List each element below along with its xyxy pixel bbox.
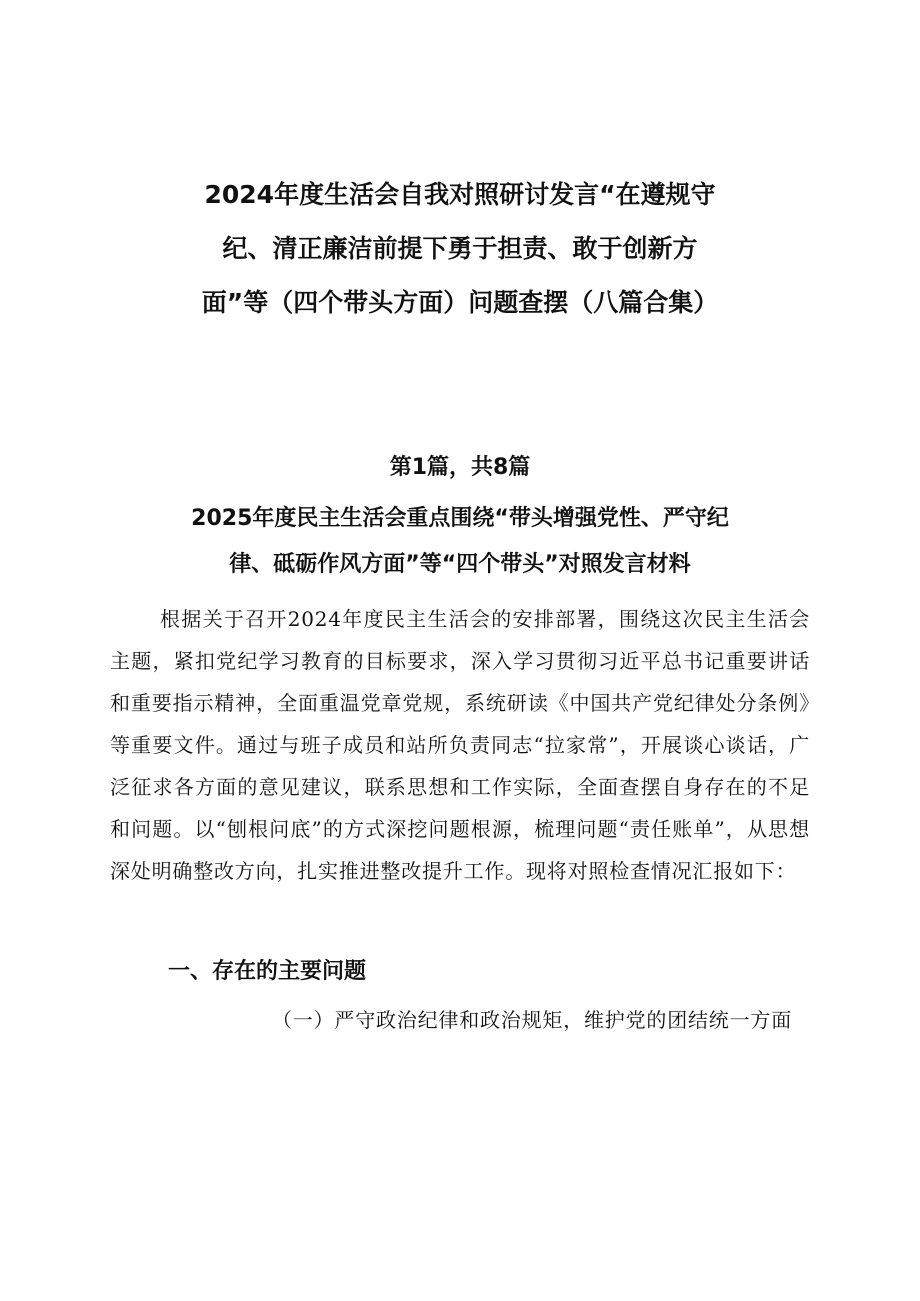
document-title: 2025年度民主生活会重点围绕“带头增强党性、严守纪律、砥砺作风方面”等“四个带头”对照发言材料	[191, 506, 729, 577]
sub-heading: （一）严守政治纪律和政治规矩，维护党的团结统一方面	[272, 1008, 792, 1032]
part-number: 第1篇，共8篇	[389, 455, 531, 480]
intro-paragraph: 根据关于召开2024年度民主生活会的安排部署，围绕这次民主生活会主题，紧扣党纪学习教育的目标要求，深入学习贯彻习近平总书记重要讲话和重要指示精神，全面重温党章党规，系统研读《中国共产党纪律处分条例》等重要文件。通过与班子成员和站所负责同志“拉家常”，开展谈心谈话，广泛征求各方面的意见建议，联系思想和工作实际，全面查摆自身存在的不足和问题。以“刨根问底”的方式深挖问题根源，梳理问题“责任账单”，从思想深处明确整改方向，扎实推进整改提升工作。现将对照检查情况汇报如下：	[110, 607, 810, 883]
main-title: 2024年度生活会自我对照研讨发言“在遵规守纪、清正廉洁前提下勇于担责、敢于创新方面”等（四个带头方面）问题查摆（八篇合集）	[201, 180, 719, 317]
section-heading: 一、存在的主要问题	[168, 959, 367, 984]
